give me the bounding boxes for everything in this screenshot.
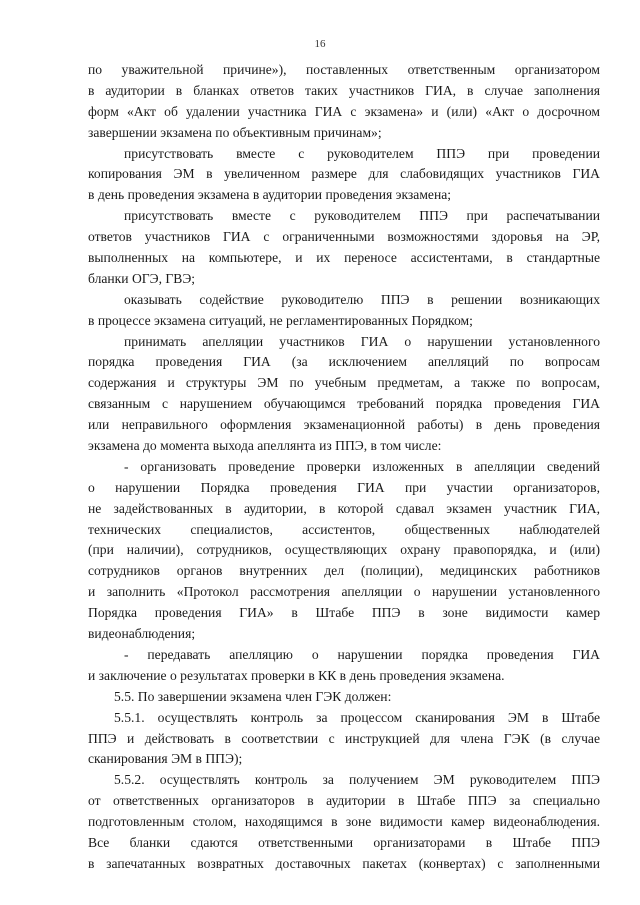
text-line: 5.5.1. осуществлять контроль за процессом сканирования ЭМ в Штабе (114, 709, 600, 725)
body-text (88, 60, 600, 875)
text-line: о нарушении Порядка проведения ГИА при участии организаторов, (88, 479, 600, 495)
text-line: сканирования ЭМ в ППЭ); (88, 751, 243, 767)
text-line: и заключение о результатах проверки в КК в день проведения экзамена. (88, 667, 505, 683)
text-line: связанным с нарушением обучающимся требований порядка проведения ГИА (88, 396, 600, 412)
text-line: (при наличии), сотрудников, осуществляющих охрану правопорядка, и (или) (88, 542, 600, 558)
text-line: технических специалистов, ассистентов, общественных наблюдателей (88, 521, 600, 537)
text-line: - передавать апелляцию о нарушении порядка проведения ГИА (124, 646, 600, 662)
text-line: по уважительной причине»), поставленных ответственным организатором (88, 62, 600, 77)
text-line: и заполнить «Протокол рассмотрения апелляции о нарушении установленного (88, 584, 600, 600)
text-line: 5.5. По завершении экзамена член ГЭК должен: (114, 688, 392, 704)
text-line: или неправильного оформления экзаменационной работы) в день проведения (88, 417, 600, 433)
text-line: в процессе экзамена ситуаций, не регламентированных Порядком; (88, 312, 473, 328)
text-line: присутствовать вместе с руководителем ППЭ при распечатывании (124, 208, 600, 224)
text-line: от ответственных организаторов в аудитории в Штабе ППЭ за специально (88, 793, 600, 809)
text-line: ответов участников ГИА с ограниченными возможностями здоровья на ЭР, (88, 229, 600, 245)
text-line: видеонаблюдения; (88, 626, 196, 642)
text-line: присутствовать вместе с руководителем ППЭ при проведении (124, 145, 600, 161)
text-line: копирования ЭМ в увеличенном размере для слабовидящих участников ГИА (88, 166, 600, 182)
text-line: не задействованных в аудитории, в которой сдавал экзамен участник ГИА, (88, 500, 600, 516)
text-line: 5.5.2. осуществлять контроль за получением ЭМ руководителем ППЭ (114, 772, 600, 788)
text-line: Порядка проведения ГИА» в Штабе ППЭ в зоне видимости камер (88, 605, 600, 621)
text-line: оказывать содействие руководителю ППЭ в решении возникающих (124, 291, 600, 307)
text-line: экзамена до момента выхода апеллянта из ППЭ, в том числе: (88, 438, 442, 454)
text-line: сотрудников органов внутренних дел (полиции), медицинских работников (88, 563, 600, 579)
page-number: 16 (314, 38, 326, 50)
text-line: Все бланки сдаются ответственными организаторами в Штабе ППЭ (88, 834, 600, 850)
text-line: завершении экзамена по объективным причинам»; (88, 124, 382, 140)
text-line: бланки ОГЭ, ГВЭ; (88, 270, 196, 286)
text-line: порядка проведения ГИА (за исключением апелляций по вопросам (88, 354, 600, 370)
text-line: подготовленным столом, находящимся в зоне видимости камер видеонаблюдения. (88, 814, 600, 830)
text-line: принимать апелляции участников ГИА о нарушении установленного (124, 333, 600, 349)
text-line: в аудитории в бланках ответов таких участников ГИА, в случае заполнения (88, 82, 600, 98)
text-line: в запечатанных возвратных доставочных пакетах (конвертах) с заполненными (88, 855, 600, 871)
text-line: в день проведения экзамена в аудитории проведения экзамена; (88, 187, 452, 203)
text-line: ППЭ и действовать в соответствии с инструкцией для члена ГЭК (в случае (88, 730, 600, 746)
text-line: - организовать проведение проверки изложенных в апелляции сведений (124, 458, 600, 474)
text-line: выполненных на компьютере, и их переносе ассистентами, в стандартные (88, 250, 600, 266)
text-line: форм «Акт об удалении участника ГИА с экзамена» и (или) «Акт о досрочном (88, 103, 600, 119)
text-line: содержания и структуры ЭМ по учебным предметам, а также по вопросам, (88, 375, 600, 391)
